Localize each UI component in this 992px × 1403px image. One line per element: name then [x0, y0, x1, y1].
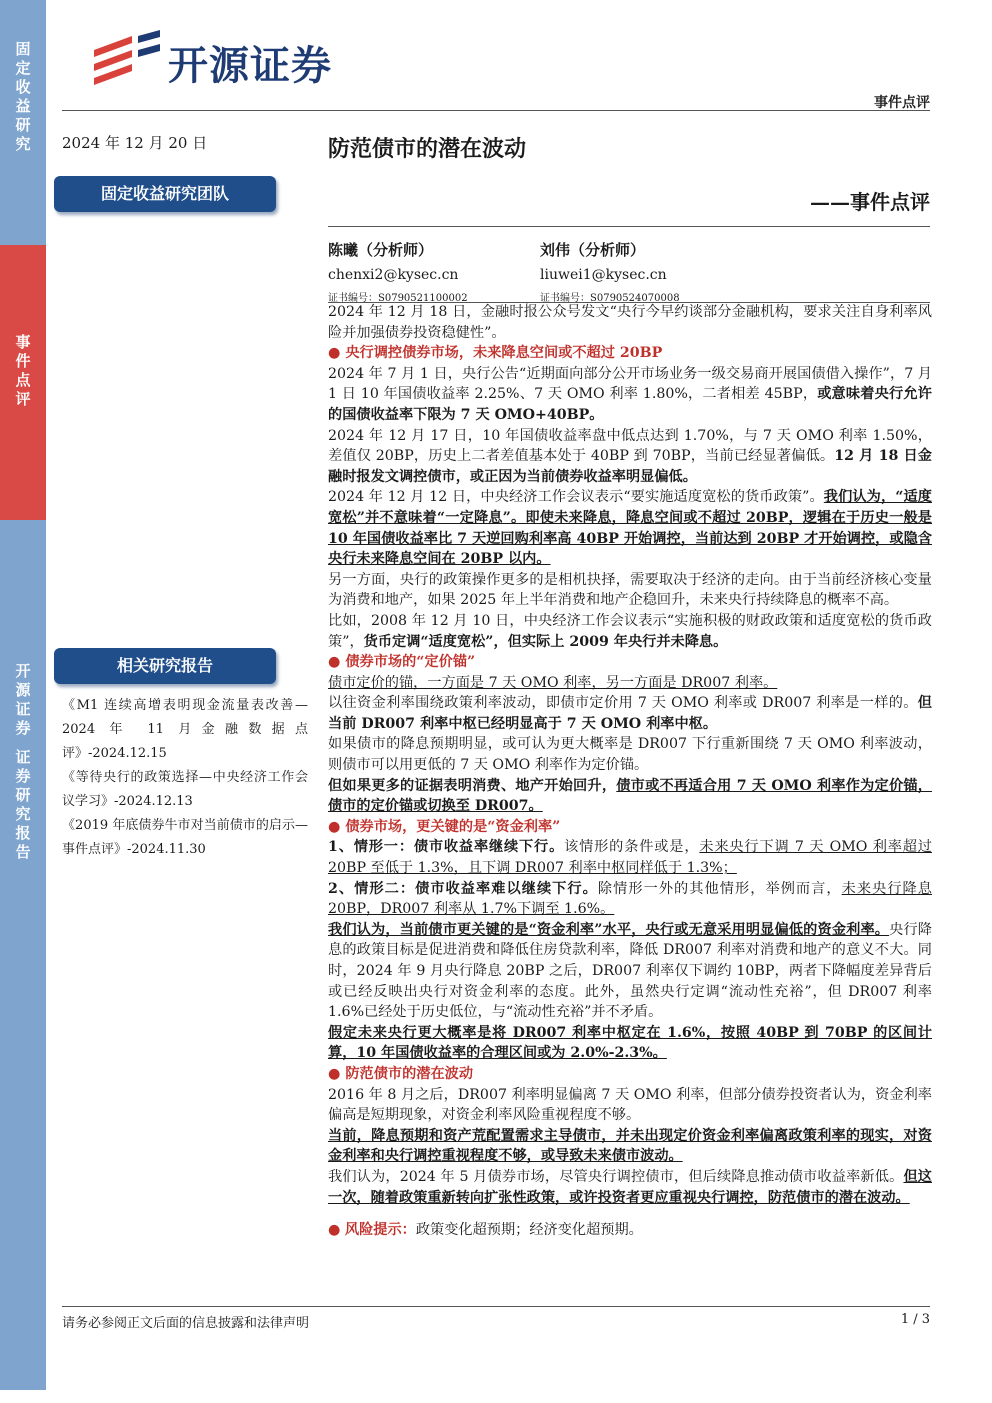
team-label: 固定收益研究团队 [54, 176, 276, 212]
section-title: 防范债市的潜在波动 [345, 1065, 474, 1082]
analyst-email[interactable]: chenxi2@kysec.cn [328, 267, 459, 283]
sidebar-char: 报 [15, 824, 31, 842]
text-run: 除情形一外的其他情形，举例而言， [597, 880, 842, 897]
paragraph [328, 879, 932, 920]
section-title: 央行调控债券市场，未来降息空间或不超过 20BP [345, 345, 663, 362]
page-subtitle: ——事件点评 [810, 190, 930, 214]
paragraph [328, 693, 932, 734]
paragraph [328, 1023, 932, 1064]
text-run: 2024 年 12 月 17 日，10 年国债收益率盘中低点达到 1.70%，与 7 天 OMO 利率 1.50%，差值仅 20BP，历史上二者差值基本处于 40BP 到 70BP，当前已经显著偏低。 [328, 427, 932, 465]
text-run: 以往资金利率围绕政策利率波动，即债市定价用 7 天 OMO 利率或 DR007 利率是一样的。 [328, 695, 918, 712]
section-heading [328, 343, 932, 364]
sidebar-char: 定 [15, 59, 31, 77]
paragraph [328, 487, 932, 569]
bullet-icon: ● [328, 345, 341, 362]
paragraph [328, 1126, 932, 1167]
sidebar-strip-event-review [0, 245, 46, 520]
sidebar-char: 证 [15, 700, 31, 718]
bullet-icon: ● [328, 1222, 341, 1239]
section-heading [328, 817, 932, 838]
bold-underline-run: 假定未来央行更大概率是将 DR007 利率中枢定在 1.6%，按照 40BP 到 70BP 的区间计算，10 年国债收益率的合理区间或为 2.0%-2.3%。 [328, 1024, 932, 1062]
intro-paragraph: 2024 年 12 月 18 日，金融时报公众号发文“央行今早约谈部分金融机构，要求关注自身利率风险并加强债券投资稳健性”。 [328, 304, 932, 341]
bold-run: 但当前 DR007 利率中枢已经明显高于 7 天 OMO 利率中枢。 [328, 695, 932, 732]
bullet-icon: ● [328, 654, 341, 671]
text-run: 我们认为，2024 年 5 月债券市场，尽管央行调控债市，但后续降息推动债市收益率新低。 [328, 1168, 904, 1185]
analyst-card [540, 238, 680, 310]
bold-run: 或意味着央行允许的国债收益率下限为 7 天 OMO+40BP。 [328, 386, 932, 423]
bold-run: 1、情形一：债市收益率继续下行。 [328, 839, 565, 856]
paragraph [328, 920, 932, 1023]
bold-underline-run: 我们认为，当前债市更关键的是“资金利率”水平，央行或无意采用明显偏低的资金利率。 [328, 921, 890, 938]
bold-run: 2、情形二：债市收益率难以继续下行。 [328, 880, 598, 897]
analyst-cert: 证书编号：S0790524070008 [540, 293, 680, 304]
section-title: 债券市场，更关键的是“资金利率” [345, 818, 561, 835]
sidebar-char: 点 [15, 371, 31, 389]
sidebar-char: 固 [15, 40, 31, 58]
header-tag: 事件点评 [874, 95, 930, 111]
text-run: 央行降息的政策目标是促进消费和降低住房贷款利率，降低 DR007 利率对消费和地产的意义不大。同时，2024 年 9 月央行降息 20BP 之后，DR007 利率仅下调约 10BP，两者下降幅度差异背后或已经反映出央行对资金利率的态度。此外，虽然央行定调“流动性充裕”，但 DR007 利率 1.6%已经处于历史低位，与“流动性充裕”并不矛盾。 [328, 921, 932, 1021]
footer-disclaimer: 请务必参阅正文后面的信息披露和法律声明 [62, 1316, 310, 1331]
sidebar-char: 券 [15, 767, 31, 785]
section-heading [328, 1064, 932, 1085]
section-title: 债券市场的“定价锚” [345, 654, 476, 671]
related-report-link[interactable]: 《2019 年底债券牛市对当前债市的启示—事件点评》-2024.11.30 [62, 818, 308, 857]
analyst-name: 陈曦（分析师） [328, 241, 434, 259]
paragraph [328, 837, 932, 878]
related-report-link[interactable]: 《等待央行的政策选择—中央经济工作会议学习》-2024.12.13 [62, 770, 308, 809]
sidebar-char: 益 [15, 97, 31, 115]
related-reports-list [62, 694, 308, 862]
sidebar-strip-fixed-income [0, 0, 46, 245]
sidebar-char: 源 [15, 681, 31, 699]
bold-run: 但如果更多的证据表明消费、地产开始回升， [328, 777, 617, 794]
report-body [328, 302, 932, 1241]
paragraph: 债市定价的锚，一方面是 7 天 OMO 利率，另一方面是 DR007 利率。 [328, 674, 778, 691]
bold-underline-run: 债市或不再适合用 7 天 OMO 利率作为定价锚，债市的定价锚或切换至 DR007。 [328, 777, 932, 815]
section-heading [328, 652, 932, 673]
footer-divider [62, 1306, 930, 1307]
underline-run: 未来央行下调 7 天 OMO 利率超过 20BP 至低于 1.3%，且下调 DR007 利率中枢同样低于 1.3%； [328, 839, 932, 877]
paragraph [328, 426, 932, 488]
paragraph: 2016 年 8 月之后，DR007 利率明显偏离 7 天 OMO 利率，但部分债券投资者认为，资金利率偏高是短期现象，对资金利率风险重视程度不够。 [328, 1086, 932, 1124]
paragraph: 如果债市的降息预期明显，或可认为更大概率是 DR007 下行重新围绕 7 天 OMO 利率波动，则债市可以用更低的 7 天 OMO 利率作为定价锚。 [328, 736, 932, 774]
sidebar-char: 告 [15, 843, 31, 861]
paragraph [328, 1167, 932, 1208]
analyst-name: 刘伟（分析师） [540, 241, 646, 259]
underline-run: 未来央行降息 20BP，DR007 利率从 1.7%下调至 1.6%。 [328, 880, 932, 918]
related-reports-label: 相关研究报告 [54, 648, 276, 684]
paragraph: 另一方面，央行的政策操作更多的是相机抉择，需要取决于经济的走向。由于当前经济核心变量为消费和地产，如果 2025 年上半年消费和地产企稳回升，未来央行持续降息的概率不高。 [328, 571, 932, 609]
text-run: 比如，2008 年 12 月 10 日，中央经济工作会议表示“实施积极的财政政策和适度宽松的货币政策”， [328, 612, 932, 650]
brand-name: 开源证券 [168, 43, 332, 89]
related-report-link[interactable]: 《M1 连续高增表明现金流量表改善—2024 年 11 月金融数据点评》-2024.12.15 [62, 698, 308, 761]
title-divider [328, 226, 930, 227]
sidebar-char: 件 [15, 352, 31, 370]
sidebar-char: 评 [15, 390, 31, 408]
bold-underline-run: 当前，降息预期和资产荒配置需求主导债市，并未出现定价资金利率偏离政策利率的现实，对资金利率和央行调控重视程度不够，或导致未来债市波动。 [328, 1127, 932, 1165]
risk-note [328, 1220, 932, 1241]
report-date: 2024 年 12 月 20 日 [62, 134, 208, 152]
bullet-icon: ● [328, 818, 341, 835]
risk-text: 政策变化超预期；经济变化超预期。 [415, 1222, 643, 1239]
text-run: 该情形的条件或是， [564, 839, 700, 856]
page-title: 防范债市的潜在波动 [328, 136, 527, 162]
risk-label: 风险提示： [344, 1222, 416, 1239]
paragraph [328, 776, 932, 817]
bold-run: 12 月 18 日金融时报发文调控债市，或正因为当前债券收益率明显偏低。 [328, 448, 932, 485]
sidebar-char: 证 [15, 748, 31, 766]
bold-underline-run: 我们认为，“适度宽松”并不意味着“一定降息”。即使未来降息，降息空间或不超过 20BP，逻辑在于历史一般是 10 年国债收益率比 7 天逆回购利率高 40BP 开始调控，当前达到 20BP 才开始调控，或隐含央行未来降息空间在 20BP 以内。 [328, 489, 932, 568]
header-divider [62, 110, 930, 111]
sidebar-char: 开 [15, 662, 31, 680]
paragraph [328, 364, 932, 426]
text-run: 2024 年 12 月 12 日，中央经济工作会议表示“要实施适度宽松的货币政策”。 [328, 489, 824, 506]
sidebar-char: 收 [15, 78, 31, 96]
text-run: 2024 年 7 月 1 日，央行公告“近期面向部分公开市场业务一级交易商开展国债借入操作”，7 月 1 日 10 年国债收益率 2.25%、7 天 OMO 利率 1.80%，二者相差 45BP， [328, 365, 932, 403]
analyst-cert: 证书编号：S0790521100002 [328, 293, 468, 304]
sidebar-char: 究 [15, 135, 31, 153]
paragraph [328, 611, 932, 652]
page-number: 1 / 3 [900, 1312, 930, 1327]
bullet-icon: ● [328, 1065, 341, 1082]
sidebar-strip-research-report [0, 520, 46, 1390]
sidebar-char: 研 [15, 116, 31, 134]
sidebar-char: 究 [15, 805, 31, 823]
analyst-email[interactable]: liuwei1@kysec.cn [540, 267, 667, 283]
sidebar-char: 研 [15, 786, 31, 804]
sidebar-char: 券 [15, 719, 31, 737]
bold-underline-run: 但这一次，随着政策重新转向扩张性政策，或许投资者更应重视央行调控，防范债市的潜在波动。 [328, 1168, 932, 1206]
bold-run: 货币定调“适度宽松”，但实际上 2009 年央行并未降息。 [363, 633, 728, 650]
sidebar-char: 事 [15, 333, 31, 351]
analyst-card [328, 238, 468, 310]
